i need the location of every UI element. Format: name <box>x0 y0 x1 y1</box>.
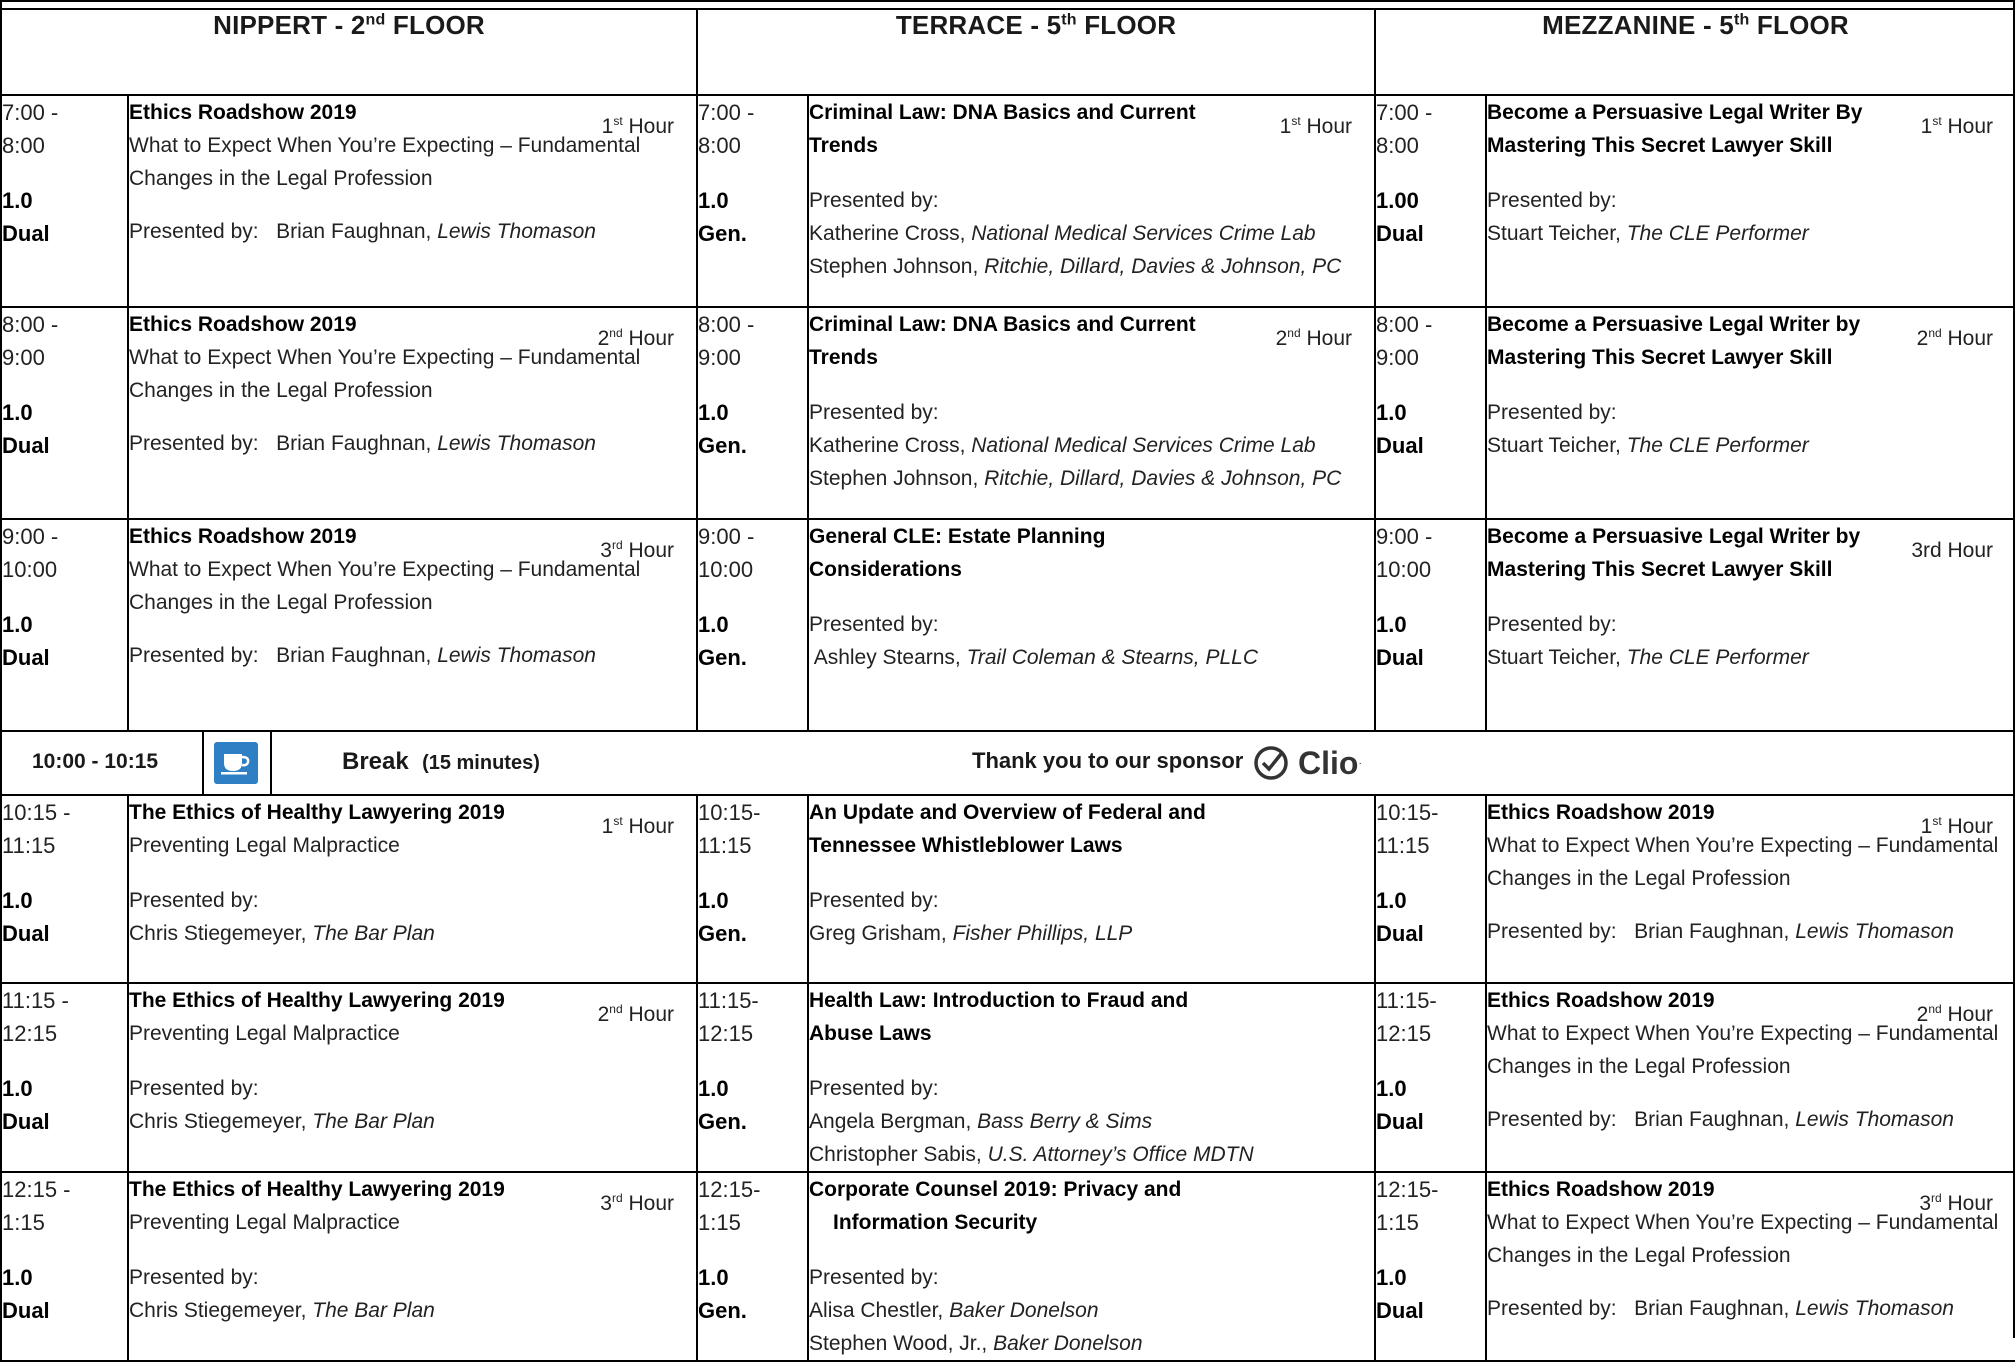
time-end: 8:00 <box>1376 133 1419 158</box>
time-cell-terrace <box>697 95 808 307</box>
time-end: 9:00 <box>698 345 741 370</box>
session-cell-terrace <box>808 95 1375 307</box>
time-end: 9:00 <box>1376 345 1419 370</box>
session-description: Preventing Legal Malpractice <box>129 1211 400 1234</box>
session-title-cont: Information Security <box>833 1211 1038 1234</box>
credit-type: Gen. <box>698 645 747 670</box>
session-hour: 2nd Hour <box>1916 326 1994 350</box>
presenter-line: Stephen Johnson, Ritchie, Dillard, Davies & Johnson, PC <box>809 467 1342 490</box>
session-title: Ethics Roadshow 2019 <box>1487 989 1715 1012</box>
session-hour: 2nd Hour <box>1275 326 1353 350</box>
break-label: Break (15 minutes) <box>342 748 540 775</box>
credit-hours: 1.0 <box>1376 612 1407 637</box>
presenter-line: Stephen Johnson, Ritchie, Dillard, Davies & Johnson, PC <box>809 255 1342 278</box>
room-header-nippert: NIPPERT - 2nd FLOOR <box>1 9 697 95</box>
time-start: 8:00 - <box>698 312 755 337</box>
presenter-line: Presented by: Brian Faughnan, Lewis Thomason <box>129 644 596 667</box>
time-end: 12:15 <box>698 1021 754 1046</box>
session-title: The Ethics of Healthy Lawyering 2019 <box>129 1178 505 1201</box>
presented-by-label: Presented by: <box>129 1077 259 1100</box>
presenter-line: Presented by: Brian Faughnan, Lewis Thomason <box>129 220 596 243</box>
credit-hours: 1.0 <box>698 400 729 425</box>
time-start: 11:15 - <box>2 988 69 1013</box>
credit-hours: 1.0 <box>2 188 33 213</box>
time-end: 12:15 <box>2 1021 58 1046</box>
time-start: 12:15- <box>698 1177 761 1202</box>
time-cell-nippert <box>1 795 128 983</box>
credit-type: Dual <box>2 433 50 458</box>
session-description: What to Expect When You’re Expecting – Fundamental Changes in the Legal Profession <box>129 558 641 614</box>
time-start: 7:00 - <box>1376 100 1433 125</box>
session-description: What to Expect When You’re Expecting – Fundamental Changes in the Legal Profession <box>129 346 641 402</box>
session-hour: 1st Hour <box>1920 814 1994 838</box>
presenter-line: Stuart Teicher, The CLE Performer <box>1487 434 1809 457</box>
session-title: General CLE: Estate Planning Considerations <box>809 525 1106 581</box>
session-cell-nippert <box>128 95 697 307</box>
presented-by-label: Presented by: <box>129 889 259 912</box>
break-divider <box>270 732 272 796</box>
credit-type: Dual <box>1376 433 1424 458</box>
credit-hours: 1.0 <box>2 888 33 913</box>
presenter-line: Presented by: Brian Faughnan, Lewis Thomason <box>129 432 596 455</box>
session-hour: 3rd Hour <box>600 538 675 562</box>
session-cell-nippert <box>128 519 697 731</box>
time-cell-mezzanine <box>1375 307 1486 519</box>
presenter-line: Alisa Chestler, Baker Donelson <box>809 1299 1099 1322</box>
session-hour: 1st Hour <box>601 114 675 138</box>
sponsor-logo: Clio · <box>1252 740 1362 786</box>
credit-type: Dual <box>1376 1109 1424 1134</box>
session-cell-nippert <box>128 795 697 983</box>
time-start: 9:00 - <box>698 524 755 549</box>
presenter-line: Presented by: Brian Faughnan, Lewis Thomason <box>1487 920 1954 943</box>
session-cell-mezzanine <box>1486 519 2015 731</box>
time-cell-mezzanine <box>1375 795 1486 983</box>
time-start: 8:00 - <box>1376 312 1433 337</box>
session-title: Ethics Roadshow 2019 <box>129 101 357 124</box>
credit-type: Dual <box>1376 921 1424 946</box>
presented-by-label: Presented by: <box>1487 401 1617 424</box>
credit-type: Gen. <box>698 921 747 946</box>
session-hour: 2nd Hour <box>1916 1002 1994 1026</box>
time-start: 11:15- <box>1376 988 1437 1013</box>
presenter-line: Presented by: Brian Faughnan, Lewis Thomason <box>1487 1297 1954 1320</box>
session-description: Preventing Legal Malpractice <box>129 1022 400 1045</box>
time-end: 1:15 <box>2 1210 45 1235</box>
presented-by-label: Presented by: <box>809 1077 939 1100</box>
credit-type: Gen. <box>698 221 747 246</box>
session-hour: 2nd Hour <box>597 326 675 350</box>
credit-hours: 1.0 <box>2 400 33 425</box>
presented-by-label: Presented by: <box>809 1266 939 1289</box>
session-title: Become a Persuasive Legal Writer By Mastering This Secret Lawyer Skill <box>1487 101 1863 157</box>
presenter-line: Chris Stiegemeyer, The Bar Plan <box>129 1110 435 1133</box>
presenter-line: Chris Stiegemeyer, The Bar Plan <box>129 922 435 945</box>
sponsor-text: Thank you to our sponsor <box>972 748 1244 773</box>
session-hour: 1st Hour <box>1279 114 1353 138</box>
credit-hours: 1.0 <box>1376 1265 1407 1290</box>
time-cell-terrace <box>697 795 808 983</box>
time-end: 12:15 <box>1376 1021 1432 1046</box>
time-cell-terrace <box>697 307 808 519</box>
time-start: 12:15 - <box>2 1177 71 1202</box>
presented-by-label: Presented by: <box>809 613 939 636</box>
session-title: Criminal Law: DNA Basics and Current Trends <box>809 313 1196 369</box>
credit-hours: 1.0 <box>698 1076 729 1101</box>
session-cell-mezzanine <box>1486 307 2015 519</box>
time-cell-terrace <box>697 519 808 731</box>
session-title: Criminal Law: DNA Basics and Current Trends <box>809 101 1196 157</box>
time-start: 9:00 - <box>1376 524 1433 549</box>
session-cell-terrace <box>808 983 1375 1172</box>
session-title: Become a Persuasive Legal Writer by Mastering This Secret Lawyer Skill <box>1487 313 1861 369</box>
presenter-line: Stuart Teicher, The CLE Performer <box>1487 222 1809 245</box>
credit-type: Dual <box>2 221 50 246</box>
presented-by-label: Presented by: <box>809 889 939 912</box>
time-end: 11:15 <box>698 833 752 858</box>
session-title: Health Law: Introduction to Fraud and Abuse Laws <box>809 989 1189 1045</box>
time-start: 7:00 - <box>2 100 59 125</box>
presented-by-label: Presented by: <box>1487 189 1617 212</box>
session-hour: 1st Hour <box>1920 114 1994 138</box>
credit-hours: 1.0 <box>2 1076 33 1101</box>
time-end: 9:00 <box>2 345 45 370</box>
time-end: 8:00 <box>698 133 741 158</box>
session-description: What to Expect When You’re Expecting – Fundamental Changes in the Legal Profession <box>129 134 641 190</box>
credit-type: Gen. <box>698 1109 747 1134</box>
presenter-line: Stephen Wood, Jr., Baker Donelson <box>809 1332 1143 1355</box>
time-cell-nippert <box>1 95 128 307</box>
coffee-cup-icon <box>214 742 258 784</box>
presented-by-label: Presented by: <box>809 189 939 212</box>
session-hour: 1st Hour <box>601 814 675 838</box>
session-cell-terrace <box>808 519 1375 731</box>
break-divider <box>202 732 204 796</box>
time-end: 11:15 <box>1376 833 1430 858</box>
session-title: Ethics Roadshow 2019 <box>129 525 357 548</box>
presenter-line: Christopher Sabis, U.S. Attorney’s Office MDTN <box>809 1143 1254 1166</box>
credit-hours: 1.0 <box>1376 400 1407 425</box>
credit-type: Dual <box>1376 221 1424 246</box>
time-cell-mezzanine <box>1375 1172 1486 1361</box>
credit-hours: 1.0 <box>698 1265 729 1290</box>
session-title: An Update and Overview of Federal and Tennessee Whistleblower Laws <box>809 801 1206 857</box>
time-cell-mezzanine <box>1375 519 1486 731</box>
session-cell-nippert <box>128 307 697 519</box>
time-end: 1:15 <box>1376 1210 1419 1235</box>
time-cell-terrace <box>697 983 808 1172</box>
credit-type: Gen. <box>698 1298 747 1323</box>
presenter-line: Katherine Cross, National Medical Services Crime Lab <box>809 222 1316 245</box>
time-cell-nippert <box>1 519 128 731</box>
presenter-line: Presented by: Brian Faughnan, Lewis Thomason <box>1487 1108 1954 1131</box>
room-header-mezzanine: MEZZANINE - 5th FLOOR <box>1375 9 2015 95</box>
session-cell-mezzanine <box>1486 795 2015 983</box>
room-header-terrace: TERRACE - 5th FLOOR <box>697 9 1375 95</box>
time-cell-nippert <box>1 983 128 1172</box>
time-end: 8:00 <box>2 133 45 158</box>
session-cell-mezzanine <box>1486 1172 2015 1361</box>
session-title: Become a Persuasive Legal Writer by Mastering This Secret Lawyer Skill <box>1487 525 1861 581</box>
session-hour: 3rd Hour <box>1911 539 1994 562</box>
credit-hours: 1.0 <box>698 888 729 913</box>
time-cell-nippert <box>1 1172 128 1361</box>
session-title: Ethics Roadshow 2019 <box>1487 801 1715 824</box>
presenter-line: Angela Bergman, Bass Berry & Sims <box>809 1110 1153 1133</box>
time-end: 1:15 <box>698 1210 741 1235</box>
credit-type: Dual <box>1376 645 1424 670</box>
session-cell-mezzanine <box>1486 983 2015 1172</box>
presenter-line: Chris Stiegemeyer, The Bar Plan <box>129 1299 435 1322</box>
time-cell-mezzanine <box>1375 95 1486 307</box>
time-start: 9:00 - <box>2 524 59 549</box>
session-cell-terrace <box>808 1172 1375 1361</box>
credit-hours: 1.0 <box>2 612 33 637</box>
time-end: 10:00 <box>2 557 58 582</box>
presented-by-label: Presented by: <box>809 401 939 424</box>
session-cell-nippert <box>128 1172 697 1361</box>
break-row <box>1 731 2015 795</box>
time-end: 11:15 <box>2 833 56 858</box>
time-cell-nippert <box>1 307 128 519</box>
session-cell-mezzanine <box>1486 95 2015 307</box>
presenter-line: Katherine Cross, National Medical Services Crime Lab <box>809 434 1316 457</box>
credit-type: Dual <box>2 1298 50 1323</box>
time-start: 10:15 - <box>2 800 71 825</box>
session-title: The Ethics of Healthy Lawyering 2019 <box>129 989 505 1012</box>
presenter-line: Greg Grisham, Fisher Phillips, LLP <box>809 922 1133 945</box>
presenter-line: Stuart Teicher, The CLE Performer <box>1487 646 1809 669</box>
time-start: 10:15- <box>1376 800 1439 825</box>
time-end: 10:00 <box>698 557 754 582</box>
session-cell-terrace <box>808 795 1375 983</box>
credit-type: Dual <box>2 1109 50 1134</box>
time-cell-mezzanine <box>1375 983 1486 1172</box>
session-title: Ethics Roadshow 2019 <box>129 313 357 336</box>
session-title: The Ethics of Healthy Lawyering 2019 <box>129 801 505 824</box>
time-start: 8:00 - <box>2 312 59 337</box>
clio-check-icon <box>1252 744 1290 782</box>
session-hour: 2nd Hour <box>597 1002 675 1026</box>
session-hour: 3rd Hour <box>600 1191 675 1215</box>
credit-hours: 1.0 <box>698 188 729 213</box>
credit-type: Gen. <box>698 433 747 458</box>
presented-by-label: Presented by: <box>1487 613 1617 636</box>
time-cell-terrace <box>697 1172 808 1361</box>
session-cell-nippert <box>128 983 697 1172</box>
session-title: Ethics Roadshow 2019 <box>1487 1178 1715 1201</box>
credit-hours: 1.00 <box>1376 188 1419 213</box>
session-title: Corporate Counsel 2019: Privacy and <box>809 1178 1182 1201</box>
session-description: Preventing Legal Malpractice <box>129 834 400 857</box>
credit-type: Dual <box>1376 1298 1424 1323</box>
session-description: What to Expect When You’re Expecting – Fundamental Changes in the Legal Profession <box>1487 834 1999 890</box>
session-description: What to Expect When You’re Expecting – Fundamental Changes in the Legal Profession <box>1487 1211 1999 1267</box>
credit-hours: 1.0 <box>1376 1076 1407 1101</box>
presented-by-label: Presented by: <box>129 1266 259 1289</box>
credit-hours: 1.0 <box>698 612 729 637</box>
session-hour: 3rd Hour <box>1919 1191 1994 1215</box>
break-time: 10:00 - 10:15 <box>32 750 159 773</box>
credit-hours: 1.0 <box>2 1265 33 1290</box>
time-start: 10:15- <box>698 800 761 825</box>
credit-type: Dual <box>2 645 50 670</box>
time-start: 7:00 - <box>698 100 755 125</box>
credit-type: Dual <box>2 921 50 946</box>
credit-hours: 1.0 <box>1376 888 1407 913</box>
session-cell-terrace <box>808 307 1375 519</box>
presenter-line: Ashley Stearns, Trail Coleman & Stearns, PLLC <box>809 646 1259 669</box>
time-start: 12:15- <box>1376 1177 1439 1202</box>
session-description: What to Expect When You’re Expecting – Fundamental Changes in the Legal Profession <box>1487 1022 1999 1078</box>
time-start: 11:15- <box>698 988 759 1013</box>
time-end: 10:00 <box>1376 557 1432 582</box>
schedule-table <box>0 8 2015 1362</box>
